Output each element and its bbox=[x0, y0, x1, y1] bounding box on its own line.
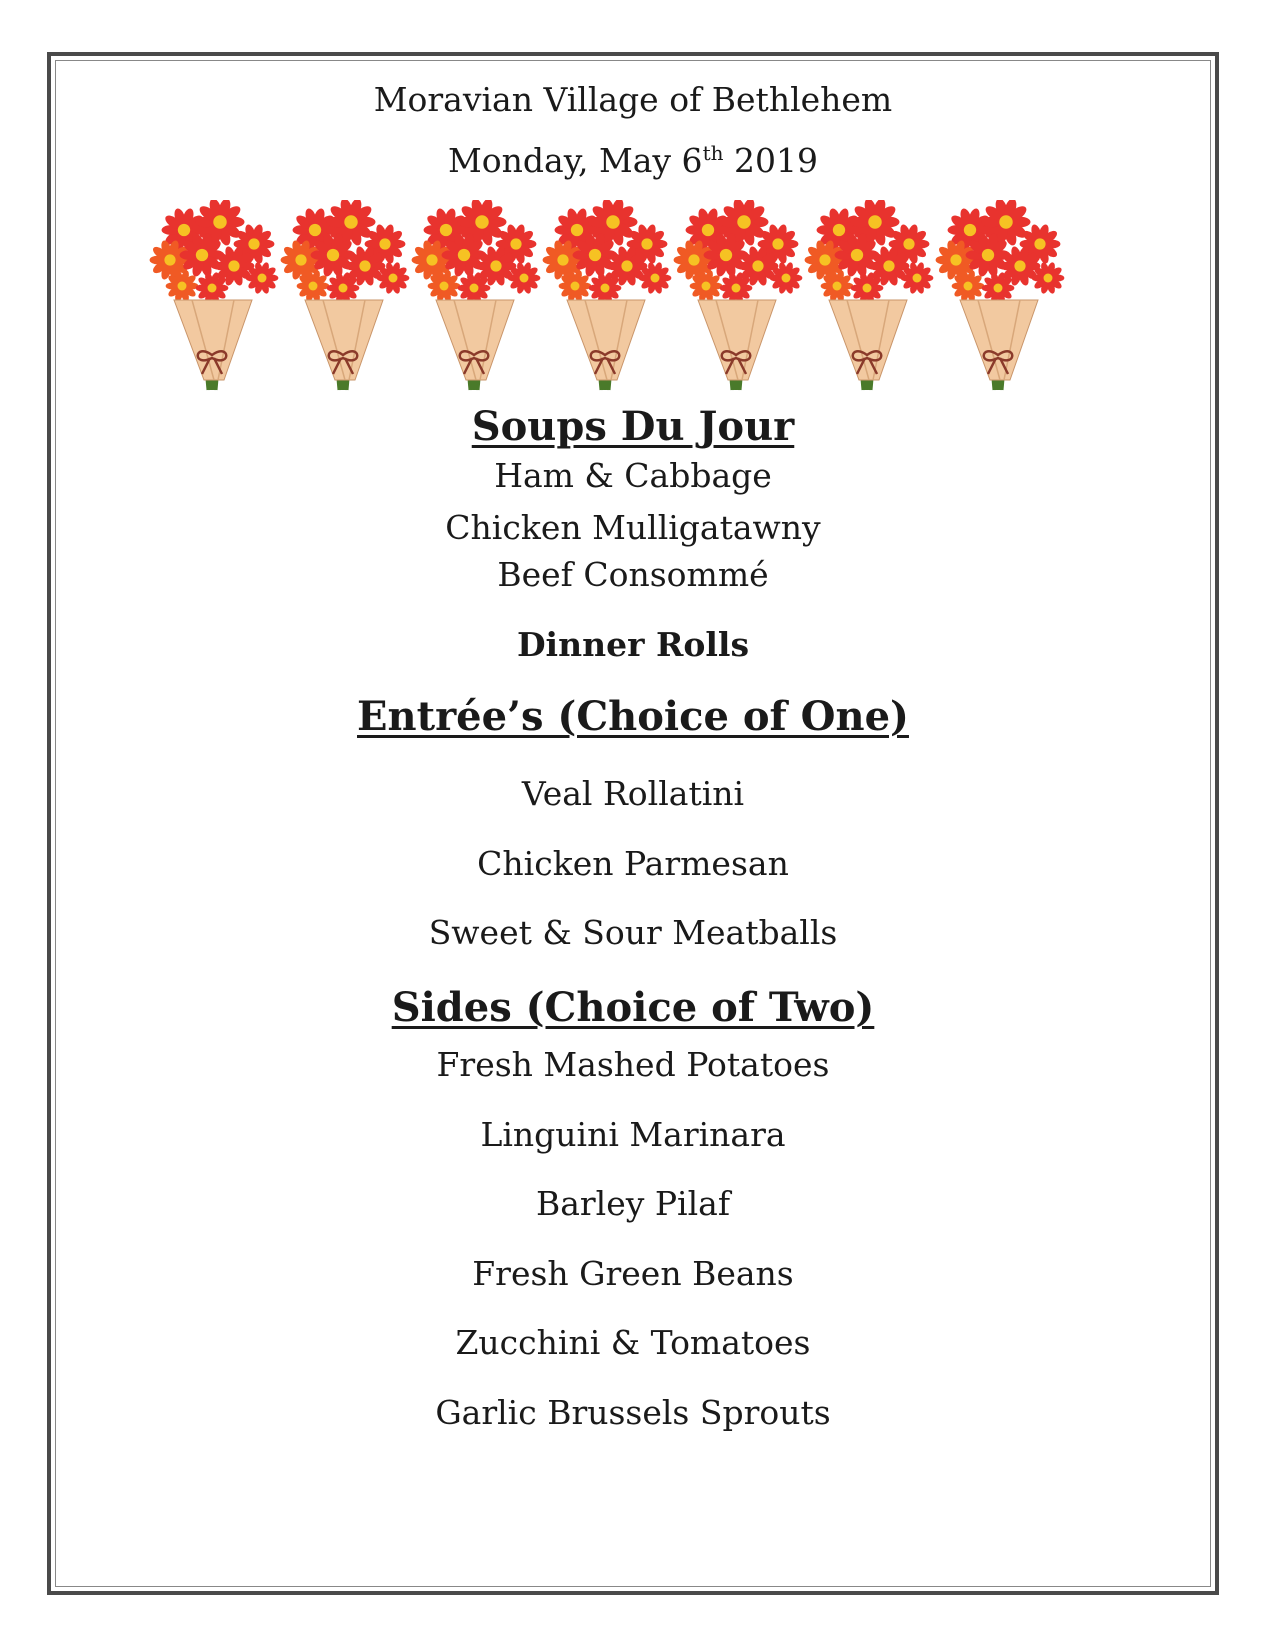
soups-title: Soups Du Jour bbox=[471, 403, 795, 450]
dinner-rolls: Dinner Rolls bbox=[516, 625, 750, 664]
entree-item: Chicken Parmesan bbox=[477, 844, 789, 883]
side-item: Fresh Green Beans bbox=[472, 1254, 794, 1293]
side-item: Barley Pilaf bbox=[535, 1184, 731, 1223]
side-item: Linguini Marinara bbox=[480, 1115, 786, 1154]
soup-item: Chicken Mulligatawny bbox=[445, 508, 821, 547]
side-item: Zucchini & Tomatoes bbox=[455, 1323, 811, 1362]
entree-item: Veal Rollatini bbox=[521, 774, 745, 813]
flower-bouquet-icon bbox=[674, 200, 803, 390]
venue-name: Moravian Village of Bethlehem bbox=[373, 80, 893, 119]
entrees-title: Entrée’s (Choice of One) bbox=[357, 693, 909, 740]
soup-item: Ham & Cabbage bbox=[494, 456, 772, 495]
flower-bouquet-icon bbox=[412, 200, 541, 390]
entree-item: Sweet & Sour Meatballs bbox=[428, 913, 838, 952]
side-item: Garlic Brussels Sprouts bbox=[435, 1393, 831, 1432]
flower-bouquet-icon bbox=[150, 200, 279, 390]
soup-item: Beef Consommé bbox=[497, 555, 769, 594]
flower-bouquet-icon bbox=[936, 200, 1065, 390]
sides-title: Sides (Choice of Two) bbox=[391, 984, 875, 1031]
menu-date: Monday, May 6th 2019 bbox=[448, 141, 818, 180]
flower-bouquet-icon bbox=[543, 200, 672, 390]
bouquet-row bbox=[147, 200, 1127, 400]
flower-bouquet-icon bbox=[281, 200, 410, 390]
flower-bouquet-icon bbox=[805, 200, 934, 390]
side-item: Fresh Mashed Potatoes bbox=[436, 1045, 830, 1084]
